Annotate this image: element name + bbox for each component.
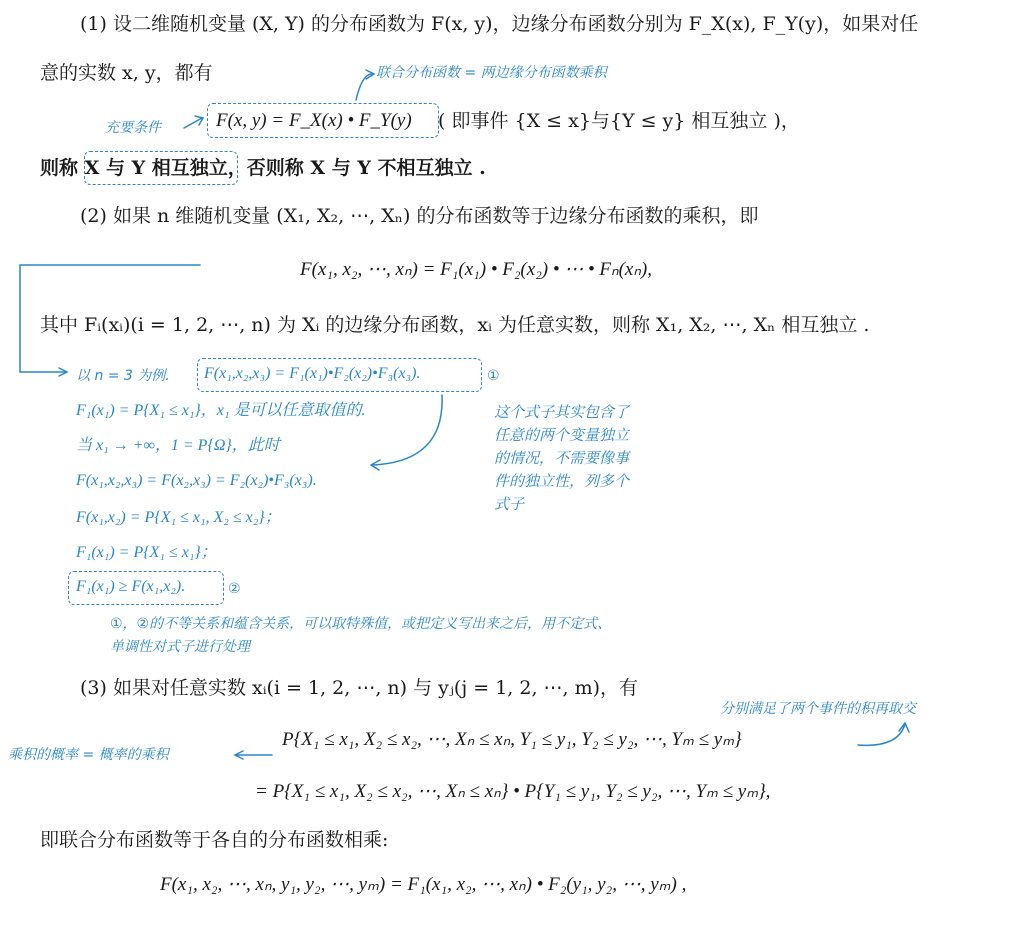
p1-formula: F(x, y) = F_X(x) • F_Y(y) [216, 110, 412, 131]
note-product: 乘积的概率 = 概率的乘积 [8, 747, 169, 763]
p2-line2: 其中 Fᵢ(xᵢ)(i = 1, 2, ⋯, n) 为 Xᵢ 的边缘分布函数，xᵢ 为任意实数，则称 X₁, X₂, ⋯, Xₙ 相互独立 . [40, 314, 870, 336]
note-events: 分别满足了两个事件的积再取交 [720, 701, 916, 717]
p1-conclusion: 则称 X 与 Y 相互独立，否则称 X 与 Y 不相互独立 . [40, 157, 486, 179]
p3-line1: (3) 如果对任意实数 xᵢ(i = 1, 2, ⋯, n) 与 yⱼ(j = 1, 2, ⋯, m)，有 [80, 677, 639, 699]
note-side-4: 件的独立性，列多个 [494, 472, 630, 490]
p1-line1: (1) 设二维随机变量 (X, Y) 的分布函数为 F(x, y)，边缘分布函数分别为 F_X(x), F_Y(y)，如果对任 [80, 13, 919, 35]
p2-line1: (2) 如果 n 维随机变量 (X₁, X₂, ⋯, Xₙ) 的分布函数等于边缘分布函数的乘积，即 [80, 205, 759, 227]
note-line-b: 当 x₁ → +∞，1 = P{Ω}，此时 [76, 437, 280, 454]
note-joint: 联合分布函数 = 两边缘分布函数乘积 [376, 65, 607, 81]
note-line-c: F(x₁,x₂,x₃) = F(x₂,x₃) = F₂(x₂)•F₃(x₃). [76, 472, 317, 489]
note-line-e: F₁(x₁) = P{X₁ ≤ x₁}； [76, 544, 217, 561]
p1-line2: 意的实数 x, y，都有 [40, 62, 213, 84]
p3-line2: 即联合分布函数等于各自的分布函数相乘: [40, 829, 389, 851]
note-summary-1: ①，②的不等关系和蕴含关系，可以取特殊值，或把定义写出来之后，用不定式、 [110, 616, 612, 632]
note-side-1: 这个式子其实包含了 [494, 403, 630, 421]
note-circle1: ① [487, 368, 500, 384]
note-side-5: 式子 [494, 495, 525, 513]
note-line-f: F₁(x₁) ≥ F(x₁,x₂). [76, 578, 186, 595]
note-example-lead: 以 n = 3 为例. [76, 368, 170, 384]
note-summary-2: 单调性对式子进行处理 [110, 639, 250, 655]
p3-formula1: P{X₁ ≤ x₁, X₂ ≤ x₂, ⋯, Xₙ ≤ xₙ, Y₁ ≤ y₁, Y₂ ≤ y₂, ⋯, Yₘ ≤ yₘ} [282, 729, 742, 750]
note-side-2: 任意的两个变量独立 [494, 426, 630, 444]
p3-formula3: F(x₁, x₂, ⋯, xₙ, y₁, y₂, ⋯, yₘ) = F₁(x₁, x₂, ⋯, xₙ) • F₂(y₁, y₂, ⋯, yₘ) , [160, 874, 687, 895]
note-line-a: F₁(x₁) = P{X₁ ≤ x₁}，x₁ 是可以任意取值的. [76, 402, 366, 419]
note-side-3: 的情况，不需要像事 [494, 449, 630, 467]
p3-formula2: = P{X₁ ≤ x₁, X₂ ≤ x₂, ⋯, Xₙ ≤ xₙ} • P{Y₁ ≤ y₁, Y₂ ≤ y₂, ⋯, Yₘ ≤ yₘ}, [255, 781, 771, 802]
p2-formula: F(x₁, x₂, ⋯, xₙ) = F₁(x₁) • F₂(x₂) • ⋯ • Fₙ(xₙ), [300, 259, 653, 280]
note-line-d: F(x₁,x₂) = P{X₁ ≤ x₁, X₂ ≤ x₂}； [76, 509, 281, 526]
note-necessary: 充要条件 [105, 120, 161, 136]
note-circle2: ② [228, 581, 241, 597]
note-example-formula: F(x₁,x₂,x₃) = F₁(x₁)•F₂(x₂)•F₃(x₃). [204, 365, 421, 382]
p1-formula-tail: ( 即事件 {X ≤ x}与{Y ≤ y} 相互独立 )， [438, 110, 800, 132]
